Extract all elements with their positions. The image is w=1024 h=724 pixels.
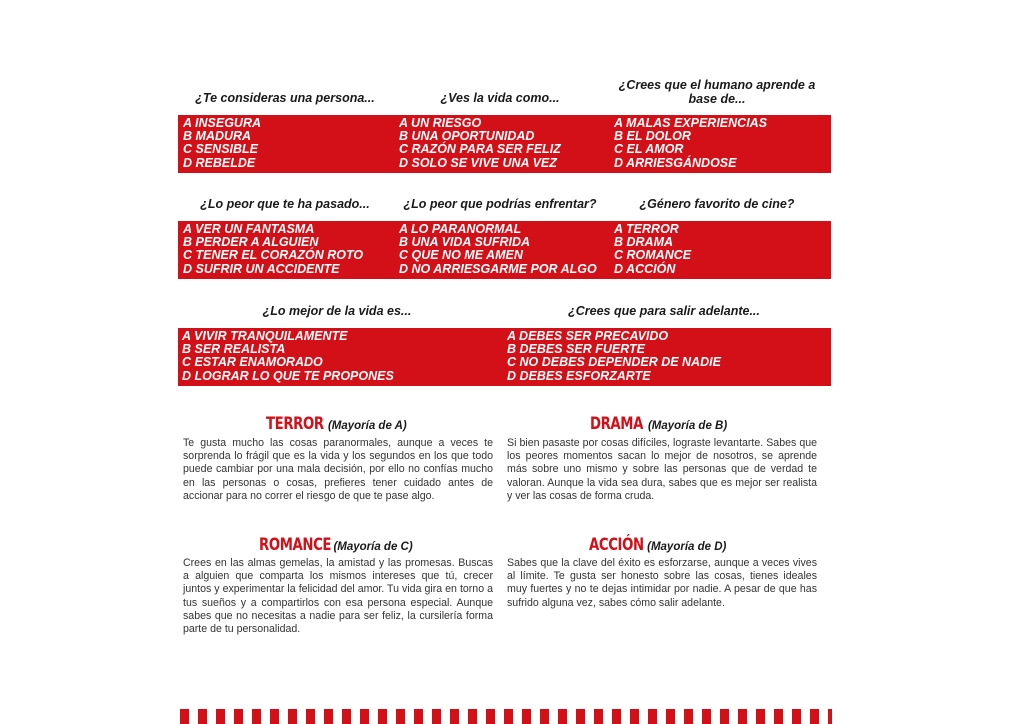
- answer-option: A INSEGURA: [183, 116, 262, 130]
- answers-q4: [183, 223, 363, 276]
- result-terror-heading: [266, 414, 407, 434]
- answer-option: A LO PARANORMAL: [399, 222, 522, 236]
- answer-option: D SUFRIR UN ACCIDENTE: [183, 261, 340, 276]
- result-romance-text: Crees en las almas gemelas, la amistad y las promesas. Buscas a alguien que comparta los mismos intereses que tú, crecer juntos y experimentar la felicidad del amor. Tu vida gira en torno a tus sueños y a compartirlos con esa persona especial. Aunque sabes que no necesitas a nadie para ser feliz, la cursilería forma parte de tu personalidad.: [183, 557, 493, 636]
- answers-q7: [182, 330, 394, 383]
- answer-option: D ACCIÓN: [614, 261, 676, 276]
- answer-option: D NO ARRIESGARME POR ALGO: [399, 261, 597, 276]
- question-8: ¿Crees que para salir adelante...: [568, 304, 760, 318]
- answer-option: C SENSIBLE: [183, 142, 259, 157]
- answer-option: D SOLO SE VIVE UNA VEZ: [399, 155, 557, 170]
- answer-option: A VER UN FANTASMA: [183, 222, 315, 236]
- answer-option: A MALAS EXPERIENCIAS: [614, 116, 768, 130]
- result-romance-heading: [259, 535, 413, 555]
- result-subtitle: (Mayoría de D): [647, 541, 727, 553]
- answer-option: B PERDER A ALGUIEN: [183, 235, 319, 250]
- result-terror-text: Te gusta mucho las cosas paranormales, aunque a veces te sorprenda lo frágil que es la vida y los segundos en los que todo puede cambiar por una mala decisión, por ello no confías mucho en las personas o cosas, prefieres tener cuidado antes de accionar para no correr el riesgo de que te pase algo.: [183, 437, 493, 502]
- result-accion-heading: [589, 535, 726, 555]
- question-3: ¿Crees que el humano aprende a base de...: [618, 78, 816, 106]
- answer-option: B MADURA: [183, 129, 252, 144]
- answer-option: C RAZÓN PARA SER FELIZ: [399, 142, 561, 157]
- answer-option: D ARRIESGÁNDOSE: [614, 155, 737, 170]
- answer-option: B EL DOLOR: [614, 129, 691, 144]
- answer-option: D DEBES ESFORZARTE: [507, 368, 651, 383]
- answer-option: C EL AMOR: [614, 142, 684, 157]
- answers-q2: [399, 117, 561, 170]
- result-title: TERROR: [266, 414, 324, 434]
- result-title: ROMANCE: [259, 535, 332, 555]
- result-subtitle: (Mayoría de B): [647, 420, 728, 432]
- answer-option: B SER REALISTA: [182, 342, 286, 357]
- result-accion-text: Sabes que la clave del éxito es esforzarse, aunque a veces vives al límite. Te gusta ser honesto sobre las cosas, tienes ideales muy fuertes y no te dejas intimidar por nadie. A pesar de que has sufrido alguna vez, sabes cómo salir adelante.: [507, 557, 817, 609]
- result-title: DRAMA: [590, 414, 643, 434]
- answer-option: C ESTAR ENAMORADO: [182, 355, 323, 370]
- answer-option: B UNA OPORTUNIDAD: [399, 129, 535, 144]
- answer-option: C NO DEBES DEPENDER DE NADIE: [507, 355, 721, 370]
- answer-option: C QUE NO ME AMEN: [399, 248, 523, 263]
- result-drama-text: Si bien pasaste por cosas difíciles, lograste levantarte. Sabes que los peores momentos sacan lo mejor de nosotros, se aprende más sobre uno mismo y sobre las personas que de verdad te valoran. Aunque la vida sea dura, sabes que es mejor ser realista y ver las cosas de forma cruda.: [507, 437, 817, 502]
- answer-option: B UNA VIDA SUFRIDA: [399, 235, 531, 250]
- question-6: ¿Género favorito de cine?: [639, 197, 795, 211]
- answer-option: A TERROR: [614, 222, 679, 236]
- result-subtitle: (Mayoría de A): [327, 420, 407, 432]
- question-5: ¿Lo peor que podrías enfrentar?: [403, 197, 597, 211]
- decorative-stripes: [180, 709, 832, 724]
- answer-option: C ROMANCE: [614, 248, 692, 263]
- result-title: ACCIÓN: [589, 535, 644, 555]
- answer-option: A VIVIR TRANQUILAMENTE: [182, 329, 348, 343]
- answer-option: C TENER EL CORAZÓN ROTO: [183, 248, 364, 263]
- answers-q5: [399, 223, 597, 276]
- question-1: ¿Te consideras una persona...: [195, 91, 375, 105]
- answer-option: B DEBES SER FUERTE: [507, 342, 645, 357]
- result-drama-heading: [590, 414, 727, 434]
- question-4: ¿Lo peor que te ha pasado...: [200, 197, 370, 211]
- answer-option: A DEBES SER PRECAVIDO: [507, 329, 669, 343]
- answers-q6: [614, 223, 691, 276]
- answer-option: D LOGRAR LO QUE TE PROPONES: [182, 368, 394, 383]
- question-2: ¿Ves la vida como...: [440, 91, 560, 105]
- answers-q1: [183, 117, 261, 170]
- question-7: ¿Lo mejor de la vida es...: [262, 304, 412, 318]
- answer-option: B DRAMA: [614, 235, 674, 250]
- answers-q8: [507, 330, 721, 383]
- answers-q3: [614, 117, 767, 170]
- result-subtitle: (Mayoría de C): [333, 541, 413, 553]
- answer-option: D REBELDE: [183, 155, 256, 170]
- answer-option: A UN RIESGO: [399, 116, 482, 130]
